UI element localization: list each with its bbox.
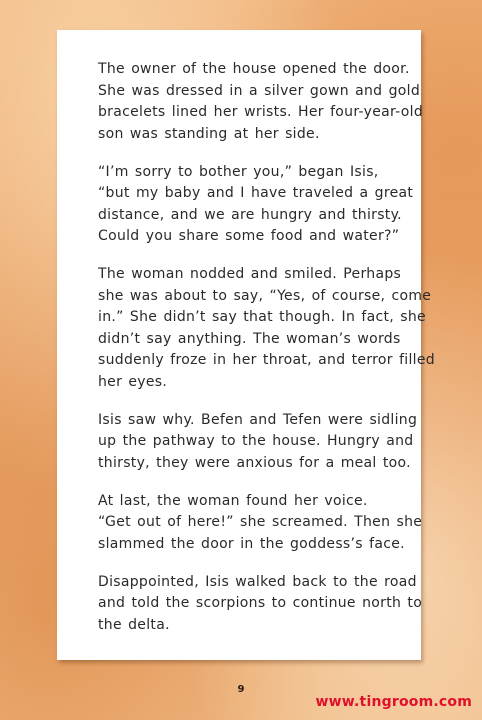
text-line: she was about to say, “Yes, of course, come xyxy=(98,287,432,304)
text-line: “I’m sorry to bother you,” began Isis, xyxy=(98,163,379,180)
text-line: son was standing at her side. xyxy=(98,125,320,142)
text-line: up the pathway to the house. Hungry and xyxy=(98,433,414,449)
text-line: her eyes. xyxy=(98,373,168,390)
paragraph-3 xyxy=(78,264,435,393)
text-line: didn’t say anything. The woman’s words xyxy=(98,330,401,347)
book-page xyxy=(57,30,435,660)
text-line: The woman nodded and smiled. Perhaps xyxy=(98,266,402,282)
page-number: 9 xyxy=(237,684,245,695)
paragraph-5 xyxy=(78,491,423,556)
paragraph-6 xyxy=(78,572,423,637)
text-line: bracelets lined her wrists. Her four-year-old xyxy=(98,104,424,120)
text-line: The owner of the house opened the door. xyxy=(98,61,410,77)
text-line: distance, and we are hungry and thirsty. xyxy=(98,206,402,223)
text-line: At last, the woman found her voice. xyxy=(98,492,368,509)
text-line: She was dressed in a silver gown and gold xyxy=(98,82,421,99)
text-line: “Get out of here!” she screamed. Then she xyxy=(98,514,423,530)
text-line: Isis saw why. Befen and Tefen were sidling xyxy=(98,411,418,428)
story-text xyxy=(78,59,435,653)
paragraph-1 xyxy=(78,59,424,145)
text-line: slammed the door in the goddess’s face. xyxy=(98,535,405,552)
text-line: and told the scorpions to continue north to xyxy=(98,595,423,611)
paragraph-2 xyxy=(78,162,414,248)
text-line: Disappointed, Isis walked back to the road xyxy=(98,573,417,590)
text-line: the delta. xyxy=(98,616,170,633)
text-line: suddenly froze in her throat, and terror filled xyxy=(98,352,435,368)
text-line: “but my baby and I have traveled a great xyxy=(98,185,414,201)
watermark-text: www.tingroom.com xyxy=(315,694,472,710)
text-line: in.” She didn’t say that though. In fact, she xyxy=(98,309,426,325)
paragraph-4 xyxy=(78,410,418,475)
text-line: thirsty, they were anxious for a meal too. xyxy=(98,454,411,471)
text-line: Could you share some food and water?” xyxy=(98,228,400,244)
